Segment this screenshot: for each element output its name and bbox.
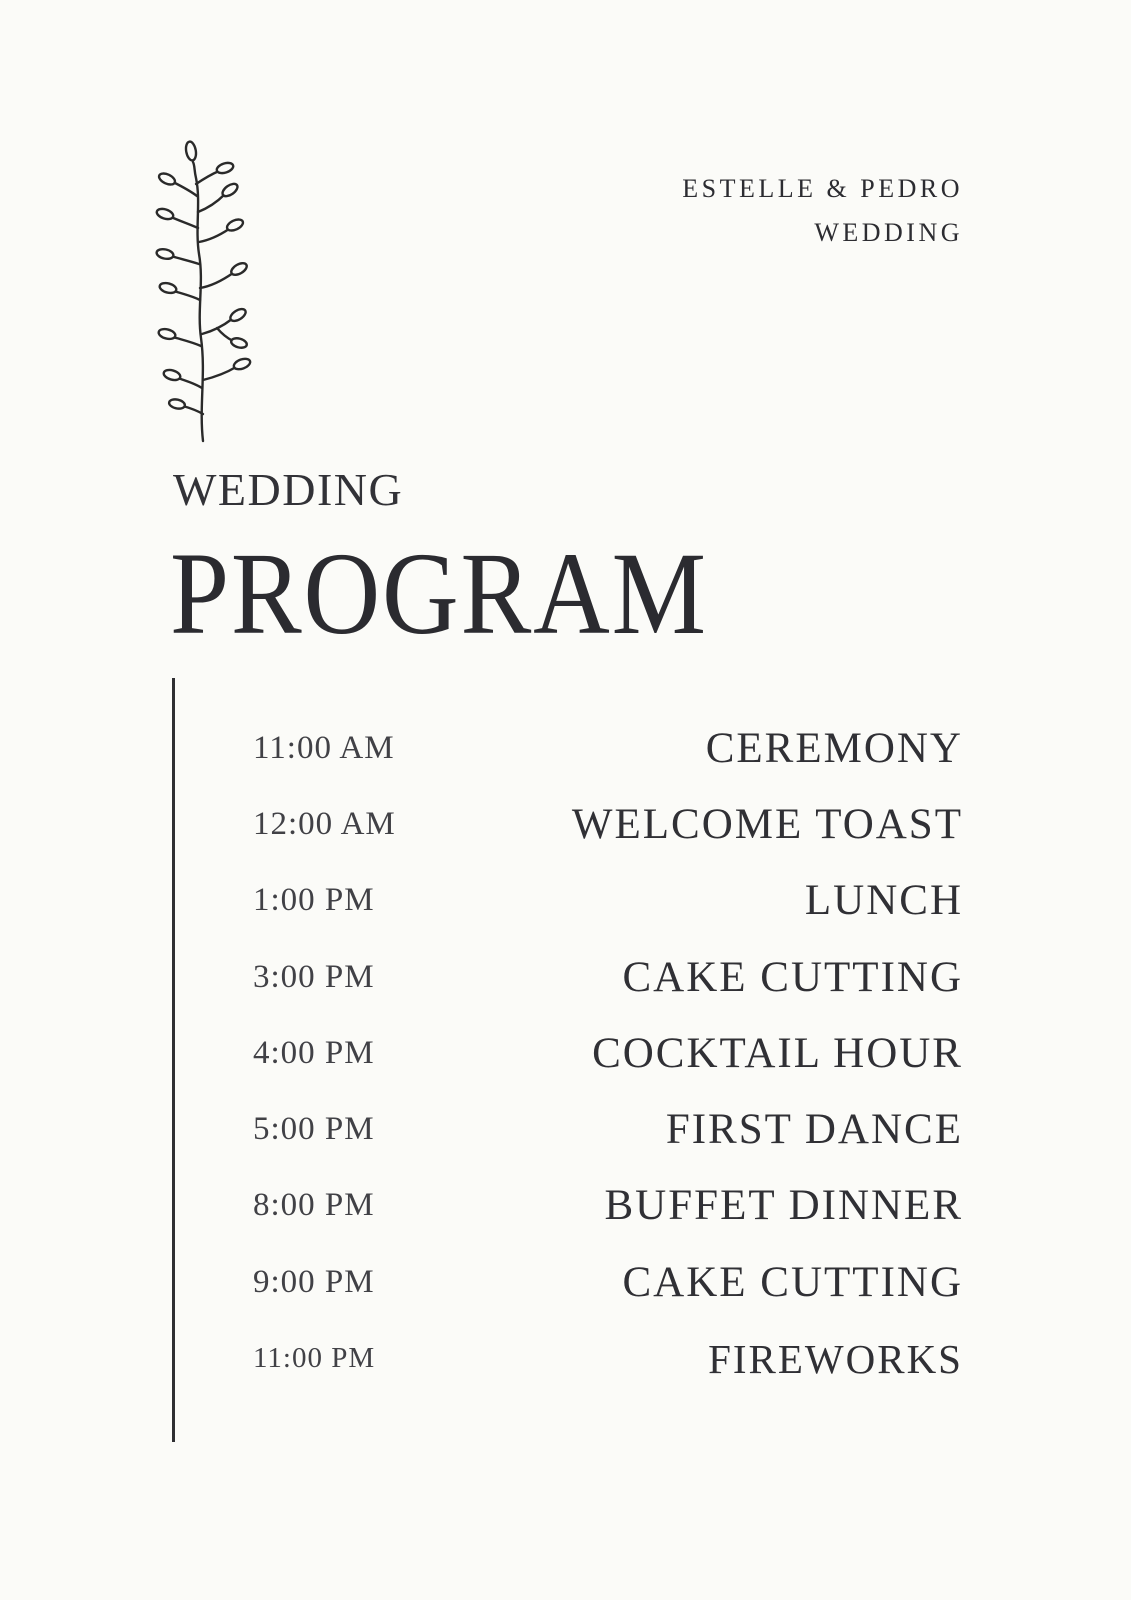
schedule-time: 11:00 PM [253, 1342, 376, 1375]
schedule-event: CAKE CUTTING [622, 953, 963, 1001]
schedule-row [253, 1168, 963, 1244]
schedule-list [253, 710, 963, 1397]
schedule-time: 9:00 PM [253, 1263, 375, 1300]
title-eyebrow: WEDDING [173, 464, 404, 515]
schedule-event: FIRST DANCE [665, 1106, 963, 1154]
schedule-event: LUNCH [804, 877, 963, 925]
schedule-time: 4:00 PM [253, 1034, 375, 1071]
vertical-divider [172, 678, 175, 1442]
couple-names-line1: ESTELLE & PEDRO [682, 174, 963, 203]
schedule-row [253, 1320, 963, 1396]
schedule-row [253, 1244, 963, 1320]
schedule-event: BUFFET DINNER [604, 1182, 963, 1230]
schedule-row [253, 939, 963, 1015]
botanical-branch-icon [133, 138, 263, 443]
schedule-time: 1:00 PM [253, 882, 375, 919]
schedule-event: COCKTAIL HOUR [592, 1029, 963, 1077]
schedule-row [253, 1091, 963, 1167]
schedule-row [253, 863, 963, 939]
couple-names-line2: WEDDING [814, 218, 963, 247]
page-title: PROGRAM [170, 528, 708, 659]
schedule-event: CAKE CUTTING [622, 1258, 963, 1306]
schedule-time: 3:00 PM [253, 958, 375, 995]
schedule-row [253, 786, 963, 862]
schedule-event: FIREWORKS [708, 1335, 963, 1382]
schedule-row [253, 1015, 963, 1091]
schedule-event: WELCOME TOAST [571, 800, 963, 848]
schedule-row [253, 710, 963, 786]
couple-names [682, 167, 963, 255]
schedule-event: CEREMONY [705, 724, 963, 772]
schedule-time: 11:00 AM [253, 729, 395, 766]
schedule-time: 5:00 PM [253, 1111, 375, 1148]
schedule-time: 8:00 PM [253, 1187, 375, 1224]
schedule-time: 12:00 AM [253, 805, 396, 842]
